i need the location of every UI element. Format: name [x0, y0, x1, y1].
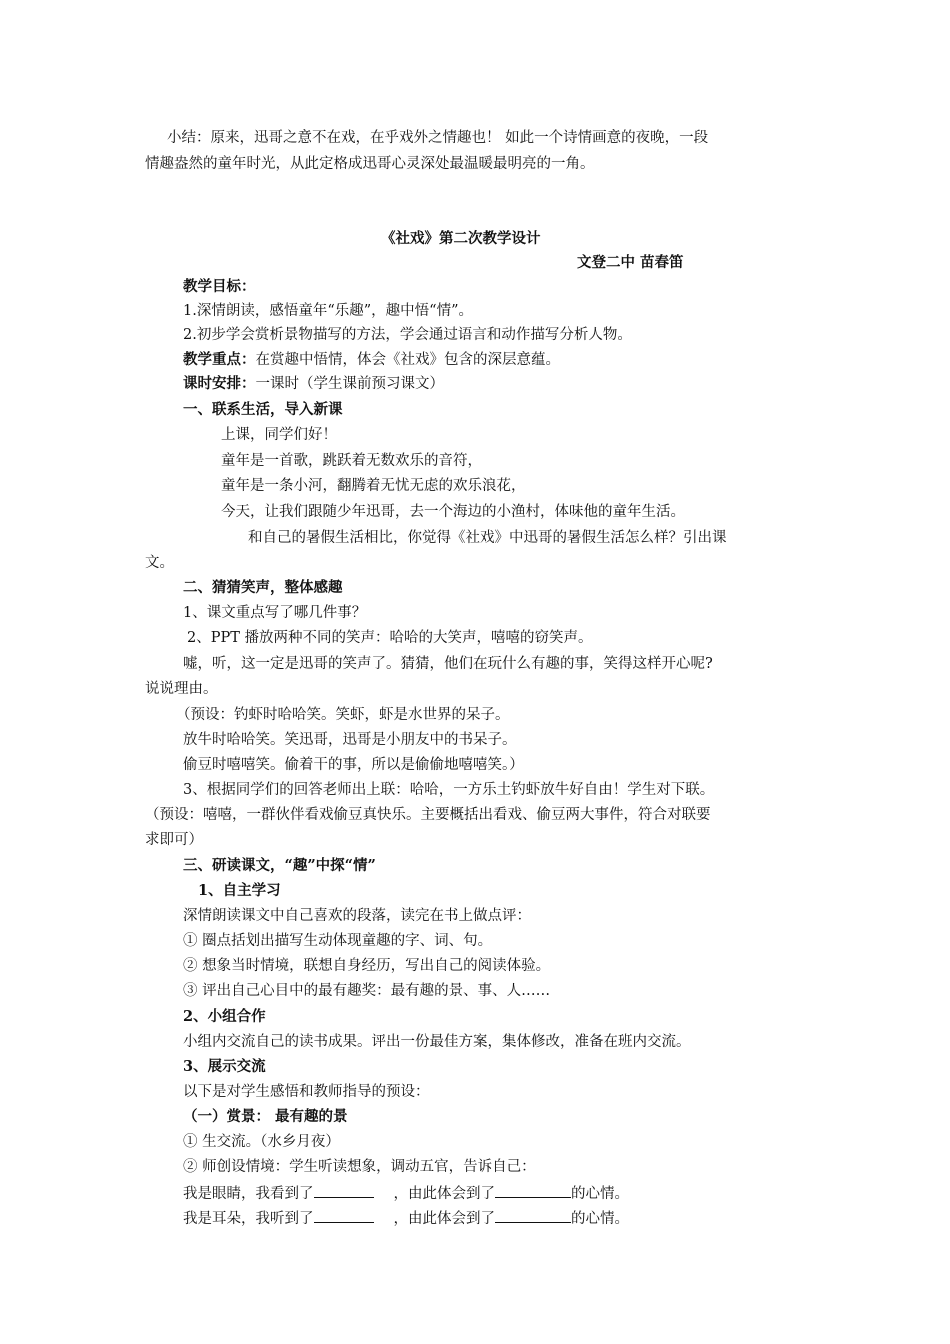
paragraph-line: 求即可） — [145, 832, 203, 848]
focus-text: 在赏趣中悟情，体会《社戏》包含的深层意蕴。 — [255, 352, 560, 368]
question-line: 3、根据同学们的回答老师出上联：哈哈，一方乐土钓虾放牛好自由！学生对下联。 — [183, 782, 715, 798]
paragraph-line: 说说理由。 — [145, 681, 218, 697]
schedule-label: 课时安排： — [183, 375, 256, 392]
list-item: ② 师创设情境：学生听读想象，调动五官，告诉自己： — [183, 1159, 536, 1175]
paragraph-line: 童年是一首歌，跳跃着无数欢乐的音符， — [221, 453, 482, 469]
fill-in-text: 我是眼睛，我看到了 — [183, 1186, 314, 1202]
fill-in-text: 的心情。 — [571, 1186, 629, 1202]
fill-in-line-eye — [183, 1182, 629, 1204]
list-item: ① 圈点括划出描写生动体现童趣的字、词、句。 — [183, 933, 493, 949]
fill-in-blank[interactable] — [314, 1207, 374, 1223]
focus-label: 教学重点： — [183, 351, 256, 368]
subsection-heading: 3、展示交流 — [183, 1058, 266, 1075]
summary-line-1: 小结：原来，迅哥之意不在戏，在乎戏外之情趣也！ 如此一个诗情画意的夜晚，一段 — [167, 130, 709, 146]
fill-in-text: ，由此体会到了 — [393, 1211, 495, 1227]
list-item: ① 生交流。（水乡月夜） — [183, 1134, 340, 1150]
fill-in-blank[interactable] — [314, 1182, 374, 1198]
focus-line — [183, 350, 560, 370]
fill-in-blank[interactable] — [495, 1207, 571, 1223]
paragraph-line: 深情朗读课文中自己喜欢的段落，读完在书上做点评： — [183, 908, 531, 924]
fill-in-text: ，由此体会到了 — [393, 1186, 495, 1202]
fill-in-line-ear — [183, 1207, 629, 1229]
paragraph-line: 和自己的暑假生活相比，你觉得《社戏》中迅哥的暑假生活怎么样？引出课 — [248, 530, 727, 546]
subsection-heading: 2、小组合作 — [183, 1008, 266, 1025]
paragraph-line: 上课，同学们好！ — [221, 427, 337, 443]
section-heading: 三、研读课文，“趣”中探“情” — [183, 857, 376, 874]
question-line: 1、课文重点写了哪几件事？ — [183, 605, 367, 621]
preset-line: （预设：钓虾时哈哈笑。笑虾，虾是水世界的呆子。 — [176, 707, 510, 723]
fill-in-text: 我是耳朵，我听到了 — [183, 1211, 314, 1227]
schedule-text: 一课时（学生课前预习课文） — [255, 376, 444, 392]
schedule-line — [183, 374, 444, 394]
paragraph-line: （预设：嘻嘻，一群伙伴看戏偷豆真快乐。主要概括出看戏、偷豆两大事件，符合对联要 — [145, 807, 711, 823]
fill-in-text: 的心情。 — [571, 1211, 629, 1227]
summary-line-2: 情趣盎然的童年时光，从此定格成迅哥心灵深处最温暖最明亮的一角。 — [145, 156, 595, 172]
preset-line: 放牛时哈哈笑。笑迅哥，迅哥是小朋友中的书呆子。 — [183, 732, 517, 748]
goal-item: 2.初步学会赏析景物描写的方法，学会通过语言和动作描写分析人物。 — [183, 327, 632, 343]
list-item: ③ 评出自己心目中的最有趣奖：最有趣的景、事、人…… — [183, 983, 551, 999]
paragraph-line: 文。 — [145, 555, 174, 571]
paragraph-line: 小组内交流自己的读书成果。评出一份最佳方案，集体修改，准备在班内交流。 — [183, 1034, 691, 1050]
paragraph-line: 嘘，听，这一定是迅哥的笑声了。猜猜，他们在玩什么有趣的事，笑得这样开心呢? — [183, 656, 713, 672]
preset-line: 偷豆时嘻嘻笑。偷着干的事，所以是偷偷地嘻嘻笑。） — [183, 757, 524, 773]
section-heading: 一、联系生活，导入新课 — [183, 401, 343, 418]
goals-heading: 教学目标： — [183, 278, 256, 295]
goal-item: 1.深情朗读，感悟童年“乐趣”，趣中悟“情”。 — [183, 303, 473, 319]
sub-subsection-heading: （一）赏景： 最有趣的景 — [183, 1108, 348, 1125]
fill-in-blank[interactable] — [495, 1182, 571, 1198]
paragraph-line: 以下是对学生感悟和教师指导的预设： — [183, 1084, 430, 1100]
list-item: ② 想象当时情境，联想自身经历，写出自己的阅读体验。 — [183, 958, 551, 974]
paragraph-line: 今天，让我们跟随少年迅哥，去一个海边的小渔村，体味他的童年生活。 — [221, 504, 685, 520]
question-line: 2、PPT 播放两种不同的笑声：哈哈的大笑声，嘻嘻的窃笑声。 — [187, 630, 593, 646]
subsection-heading: 1、自主学习 — [198, 882, 281, 899]
author-line: 文登二中 苗春笛 — [577, 254, 684, 271]
document-title: 《社戏》第二次教学设计 — [381, 230, 541, 247]
section-heading: 二、猜猜笑声，整体感趣 — [183, 579, 343, 596]
paragraph-line: 童年是一条小河，翻腾着无忧无虑的欢乐浪花， — [221, 478, 526, 494]
